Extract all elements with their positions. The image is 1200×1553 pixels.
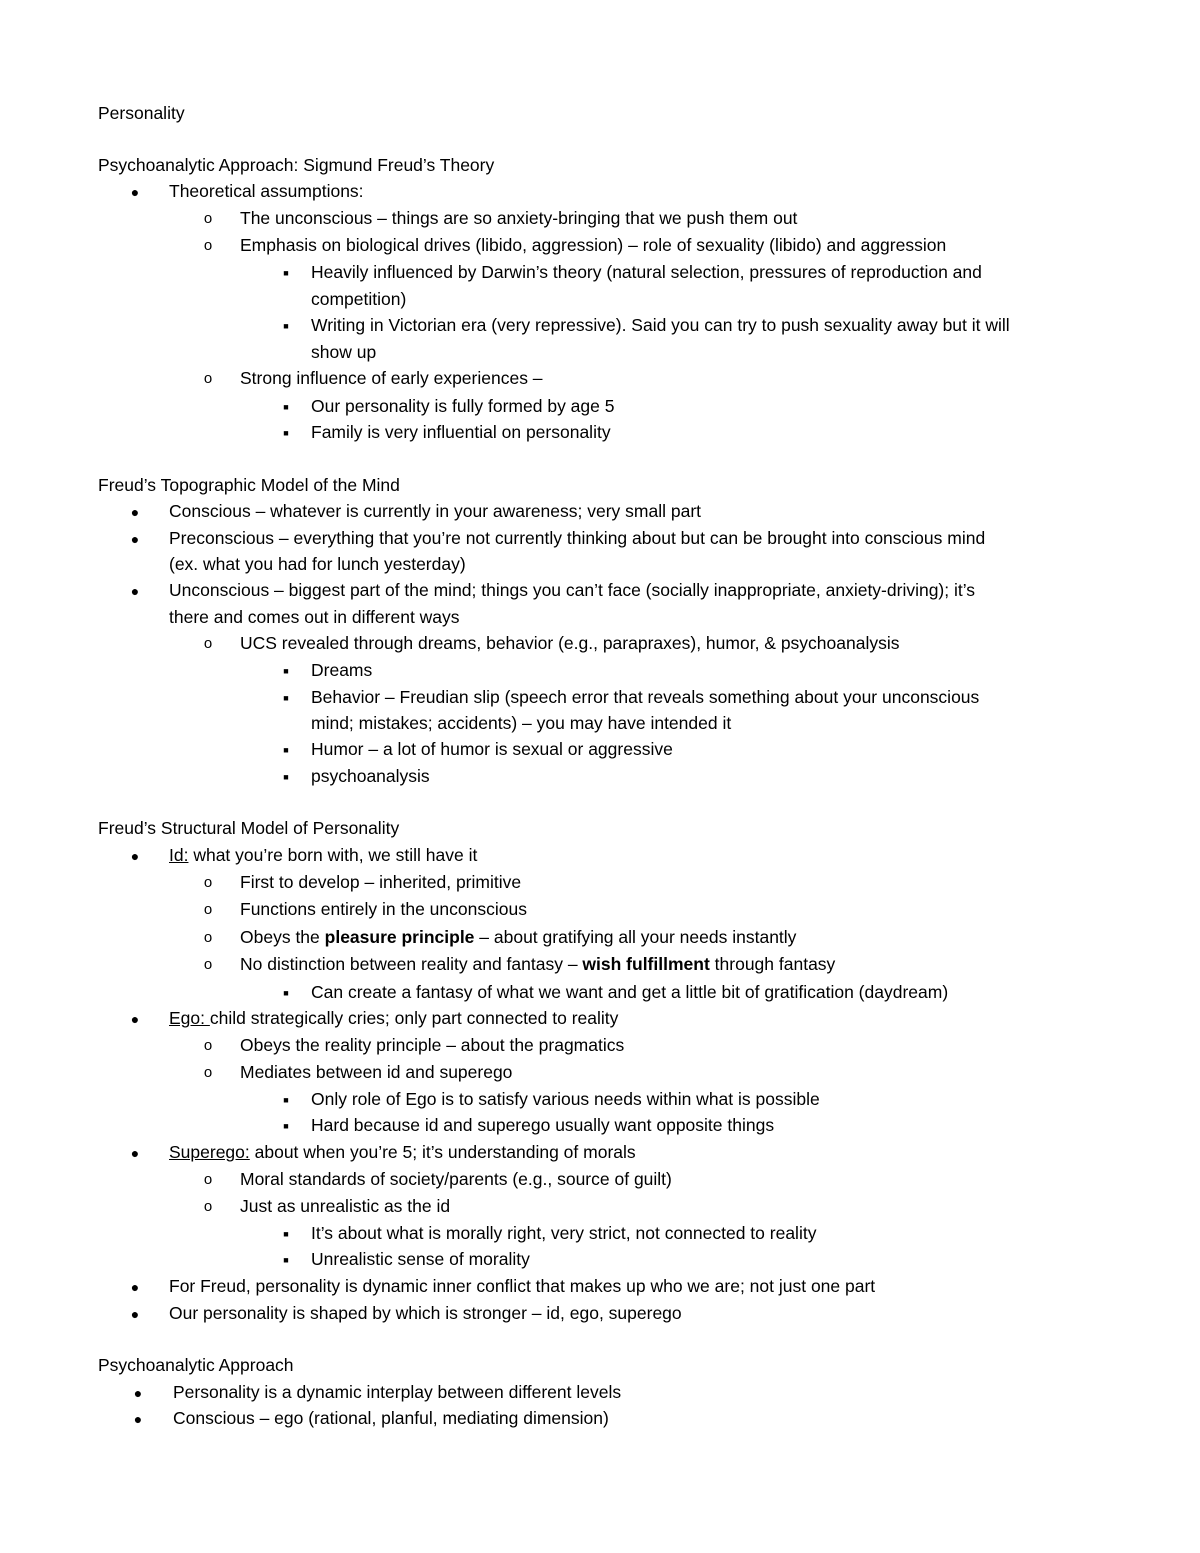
bullet-icon: ● xyxy=(130,1306,140,1322)
list-item-continuation: mind; mistakes; accidents) – you may have intended it xyxy=(311,713,732,733)
list-item-continuation: competition) xyxy=(311,289,407,309)
bullet-square-icon: ■ xyxy=(283,268,289,278)
list-item: Theoretical assumptions: xyxy=(169,181,364,201)
list-item: Moral standards of society/parents (e.g., source of guilt) xyxy=(240,1169,672,1189)
list-item-ego xyxy=(169,1008,618,1029)
list-item: Conscious – ego (rational, planful, mediating dimension) xyxy=(173,1408,609,1428)
id-label: Id: xyxy=(169,845,189,865)
bullet-square-icon: ■ xyxy=(283,402,289,412)
list-item: Dreams xyxy=(311,660,373,680)
bullet-square-icon: ■ xyxy=(283,428,289,438)
bullet-icon: ● xyxy=(130,1145,140,1161)
section-heading-topographic: Freud’s Topographic Model of the Mind xyxy=(98,475,400,495)
list-item: UCS revealed through dreams, behavior (e.g., parapraxes), humor, & psychoanalysis xyxy=(240,633,900,653)
bullet-square-icon: ■ xyxy=(283,988,289,998)
section-heading-psychoanalytic: Psychoanalytic Approach: Sigmund Freud’s Theory xyxy=(98,155,495,175)
bullet-o-icon: o xyxy=(203,1064,213,1081)
list-item-continuation: (ex. what you had for lunch yesterday) xyxy=(169,554,466,574)
bullet-o-icon: o xyxy=(203,370,213,387)
list-item: Functions entirely in the unconscious xyxy=(240,899,527,919)
list-item: Mediates between id and superego xyxy=(240,1062,513,1082)
section-heading-psychoanalytic-approach: Psychoanalytic Approach xyxy=(98,1355,294,1375)
bullet-square-icon: ■ xyxy=(283,1121,289,1131)
list-item: It’s about what is morally right, very strict, not connected to reality xyxy=(311,1223,817,1243)
list-item: Hard because id and superego usually want opposite things xyxy=(311,1115,775,1135)
list-item: Unconscious – biggest part of the mind; things you can’t face (socially inappropriate, anxiety-driving); it’s xyxy=(169,580,976,600)
ego-text: child strategically cries; only part connected to reality xyxy=(209,1008,619,1028)
list-item: First to develop – inherited, primitive xyxy=(240,872,522,892)
list-item: Family is very influential on personality xyxy=(311,422,611,442)
bullet-square-icon: ■ xyxy=(283,666,289,676)
list-item: Emphasis on biological drives (libido, aggression) – role of sexuality (libido) and aggression xyxy=(240,235,947,255)
bullet-o-icon: o xyxy=(203,901,213,918)
wish-fulfillment-term: wish fulfillment xyxy=(582,954,710,974)
list-item: Personality is a dynamic interplay between different levels xyxy=(173,1382,622,1402)
bullet-o-icon: o xyxy=(203,1171,213,1188)
bullet-square-icon: ■ xyxy=(283,745,289,755)
list-item: Unrealistic sense of morality xyxy=(311,1249,530,1269)
bullet-o-icon: o xyxy=(203,237,213,254)
list-item-superego xyxy=(169,1142,636,1163)
bullet-square-icon: ■ xyxy=(283,1255,289,1265)
list-item: The unconscious – things are so anxiety-bringing that we push them out xyxy=(240,208,798,228)
bullet-square-icon: ■ xyxy=(283,693,289,703)
pleasure-principle-term: pleasure principle xyxy=(324,927,475,947)
list-item-id xyxy=(169,845,477,866)
list-item: Conscious – whatever is currently in your awareness; very small part xyxy=(169,501,702,521)
id3-pre: Obeys the xyxy=(240,927,325,947)
bullet-icon: ● xyxy=(133,1385,143,1401)
bullet-icon: ● xyxy=(130,504,140,520)
bullet-o-icon: o xyxy=(203,210,213,227)
list-item: Our personality is fully formed by age 5 xyxy=(311,396,615,416)
ego-label: Ego: xyxy=(169,1008,210,1028)
bullet-square-icon: ■ xyxy=(283,1229,289,1239)
bullet-icon: ● xyxy=(130,184,140,200)
list-item: Behavior – Freudian slip (speech error that reveals something about your unconscious xyxy=(311,687,980,707)
bullet-icon: ● xyxy=(130,1011,140,1027)
list-item: Just as unrealistic as the id xyxy=(240,1196,451,1216)
bullet-icon: ● xyxy=(130,848,140,864)
document-title: Personality xyxy=(98,103,185,123)
list-item: Only role of Ego is to satisfy various needs within what is possible xyxy=(311,1089,820,1109)
superego-label: Superego: xyxy=(169,1142,250,1162)
bullet-icon: ● xyxy=(130,583,140,599)
bullet-square-icon: ■ xyxy=(283,1095,289,1105)
bullet-o-icon: o xyxy=(203,1037,213,1054)
bullet-icon: ● xyxy=(133,1411,143,1427)
list-item xyxy=(240,927,796,948)
list-item: Can create a fantasy of what we want and get a little bit of gratification (daydream) xyxy=(311,982,949,1002)
bullet-o-icon: o xyxy=(203,929,213,946)
bullet-icon: ● xyxy=(130,1279,140,1295)
list-item-continuation: show up xyxy=(311,342,377,362)
list-item: Obeys the reality principle – about the pragmatics xyxy=(240,1035,625,1055)
list-item: Heavily influenced by Darwin’s theory (natural selection, pressures of reproduction and xyxy=(311,262,982,282)
section-heading-structural: Freud’s Structural Model of Personality xyxy=(98,818,400,838)
bullet-o-icon: o xyxy=(203,956,213,973)
id-text: what you’re born with, we still have it xyxy=(188,845,478,865)
id4-pre: No distinction between reality and fantasy – xyxy=(240,954,583,974)
list-item: For Freud, personality is dynamic inner conflict that makes up who we are; not just one part xyxy=(169,1276,876,1296)
list-item: Strong influence of early experiences – xyxy=(240,368,543,388)
list-item: Writing in Victorian era (very repressive). Said you can try to push sexuality away but it will xyxy=(311,315,1010,335)
bullet-o-icon: o xyxy=(203,635,213,652)
bullet-o-icon: o xyxy=(203,874,213,891)
id3-post: – about gratifying all your needs instantly xyxy=(474,927,797,947)
bullet-square-icon: ■ xyxy=(283,321,289,331)
bullet-square-icon: ■ xyxy=(283,772,289,782)
superego-text: about when you’re 5; it’s understanding of morals xyxy=(249,1142,636,1162)
list-item xyxy=(240,954,835,975)
list-item-continuation: there and comes out in different ways xyxy=(169,607,460,627)
bullet-o-icon: o xyxy=(203,1198,213,1215)
list-item: Preconscious – everything that you’re not currently thinking about but can be brought into conscious mind xyxy=(169,528,986,548)
list-item: Humor – a lot of humor is sexual or aggressive xyxy=(311,739,673,759)
list-item: Our personality is shaped by which is stronger – id, ego, superego xyxy=(169,1303,682,1323)
list-item: psychoanalysis xyxy=(311,766,430,786)
bullet-icon: ● xyxy=(130,531,140,547)
id4-post: through fantasy xyxy=(709,954,836,974)
